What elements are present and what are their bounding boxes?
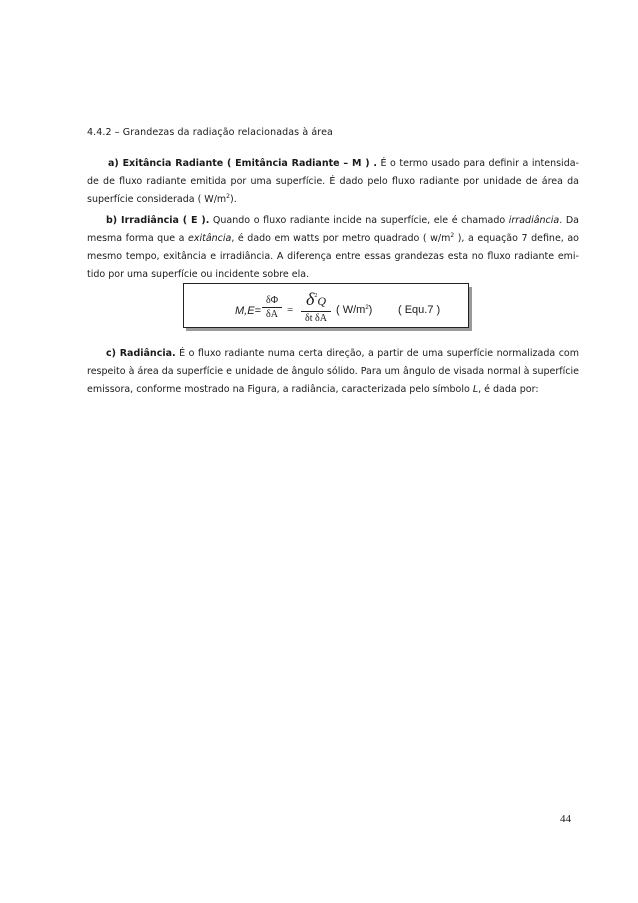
paragraph-radiancia: c) Radiância. É o fluxo radiante numa certa direção, a partir de uma superfície normalizada com respeito à área da superfície e unidade de ângulo sólido. Para um ângulo de visada normal à superfície emissora, conforme mostrado na Figura, a radiância, caracterizada pelo símbolo L, é dada por:	[87, 348, 579, 395]
paragraph-irradiancia: b) Irradiância ( E ). Quando o fluxo radiante incide na superfície, ele é chamado irradiância. Da mesma forma que a exitância, é dado em watts por metro quadrado ( $w/m^2$ ), a equação 7 define, ao mesmo tempo, exitância e irradiância. A diferença entre essas grandezas esta no fluxo radiante emi-tido por uma superfície ou incidente sobre ela.	[87, 215, 579, 280]
fraction-flux-area: δΦ δA	[262, 295, 282, 320]
section-title: 4.4.2 – Grandezas da radiação relacionadas à área	[87, 127, 333, 138]
equation-box	[183, 283, 469, 328]
equation-lhs: M,E=	[235, 305, 261, 317]
fraction-energy-time-area: $\delta^2Q$ δt δA	[301, 289, 331, 324]
page-number: 44	[560, 813, 571, 825]
equation-unit: ( $W/m^2$)	[336, 304, 373, 316]
heading-radiancia: c) Radiância.	[106, 348, 176, 359]
equation-label: ( Equ.7 )	[398, 304, 441, 316]
paragraph-exitancia: a) Exitância Radiante ( Emitância Radiante – M ) . É o termo usado para definir a intensida-de de fluxo radiante emitida por uma superfície. É dado pelo fluxo radiante por unidade de área da superfície considerada ( $W/m^2$).	[87, 158, 579, 205]
heading-irradiancia: b) Irradiância ( E ).	[106, 215, 210, 226]
equation-equals: =	[287, 304, 294, 316]
heading-exitancia: a) Exitância Radiante ( Emitância Radiante – M ) .	[108, 158, 377, 169]
